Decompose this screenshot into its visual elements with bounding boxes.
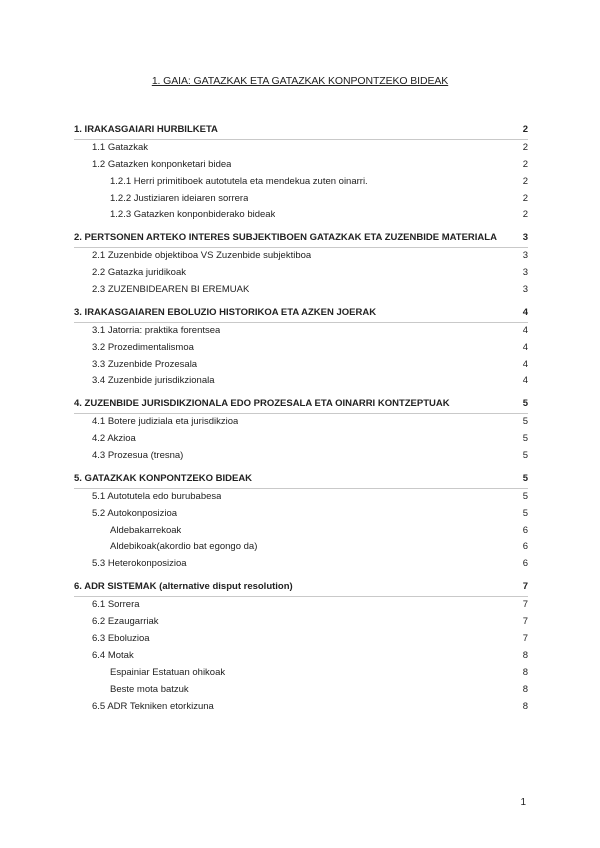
toc-entry-page: 2 (522, 141, 528, 153)
toc-entry-page: 7 (522, 599, 528, 611)
toc-entry[interactable] (74, 431, 528, 448)
toc-entry-page: 4 (522, 375, 528, 387)
toc-entry[interactable] (74, 448, 528, 465)
toc-entry-text: 3.4 Zuzenbide jurisdikzionala (92, 375, 215, 387)
toc-entry[interactable] (74, 699, 528, 716)
toc-entry-text: Aldebakarrekoak (110, 524, 182, 536)
toc-entry[interactable] (74, 597, 528, 614)
toc-entry-page: 5 (522, 416, 528, 428)
toc-entry-text: 4. ZUZENBIDE JURISDIKZIONALA EDO PROZESALA ETA OINARRI KONTZEPTUAK (74, 398, 450, 410)
toc-entry[interactable] (74, 414, 528, 431)
toc-section (74, 230, 528, 299)
toc-entry-text: 4.2 Akzioa (92, 433, 136, 445)
toc-section (74, 305, 528, 390)
toc-heading[interactable] (74, 471, 528, 489)
toc-heading[interactable] (74, 305, 528, 323)
toc-entry-page: 2 (522, 209, 528, 221)
toc-entry[interactable] (74, 614, 528, 631)
toc-entry[interactable] (74, 191, 528, 208)
toc-entry-text: 4.3 Prozesua (tresna) (92, 450, 184, 462)
toc-entry-text: 6.3 Eboluzioa (92, 632, 150, 644)
toc-entry[interactable] (74, 265, 528, 282)
toc-entry-page: 3 (522, 250, 528, 262)
toc-entry[interactable] (74, 506, 528, 523)
toc-entry-text: 1. IRAKASGAIARI HURBILKETA (74, 124, 218, 135)
toc-entry-text: 6.2 Ezaugarriak (92, 616, 159, 628)
toc-entry-text: Aldebikoak(akordio bat egongo da) (110, 541, 258, 553)
toc-entry-text: 2.1 Zuzenbide objektiboa VS Zuzenbide subjektiboa (92, 250, 312, 262)
toc-entry-page: 6 (522, 524, 528, 536)
toc-section (74, 579, 528, 715)
toc-entry-text: 6. ADR SISTEMAK (alternative disput resolution) (74, 581, 293, 593)
toc-entry-text: 3.2 Prozedimentalismoa (92, 341, 194, 353)
toc-entry-text: 3.3 Zuzenbide Prozesala (92, 358, 198, 370)
toc-entry-text: 3.1 Jatorria: praktika forentsea (92, 324, 221, 336)
toc-entry-text: 5.3 Heterokonposizioa (92, 558, 187, 570)
toc-entry-page: 8 (522, 666, 528, 678)
toc-entry[interactable] (74, 140, 528, 157)
toc-entry-text: 1.2.2 Justiziaren ideiaren sorrera (110, 192, 249, 204)
toc-entry-page: 7 (522, 632, 528, 644)
toc-section (74, 396, 528, 465)
toc-entry[interactable] (74, 682, 528, 699)
toc-section (74, 471, 528, 573)
toc-entry-page: 3 (522, 284, 528, 296)
toc-entry-page: 6 (522, 558, 528, 570)
toc-entry-text: Espainiar Estatuan ohikoak (110, 666, 226, 678)
toc-entry-page: 2 (522, 175, 528, 187)
toc-entry-text: 2. PERTSONEN ARTEKO INTERES SUBJEKTIBOEN GATAZKAK ETA ZUZENBIDE MATERIALA (74, 232, 497, 244)
toc-entry-text: 6.1 Sorrera (92, 599, 140, 611)
toc-entry-page: 3 (522, 232, 528, 244)
page-number: 1 (520, 797, 526, 808)
toc-entry-page: 7 (522, 581, 528, 593)
toc-entry[interactable] (74, 323, 528, 340)
toc-entry[interactable] (74, 207, 528, 224)
toc-entry-page: 5 (522, 507, 528, 519)
toc-entry[interactable] (74, 282, 528, 299)
toc-entry[interactable] (74, 157, 528, 174)
toc-entry-page: 8 (522, 700, 528, 712)
toc-entry[interactable] (74, 648, 528, 665)
toc-entry-page: 5 (522, 450, 528, 462)
document-title: 1. GAIA: GATAZKAK ETA GATAZKAK KONPONTZEKO BIDEAK (151, 75, 449, 87)
toc-entry-page: 4 (522, 324, 528, 336)
toc-entry-page: 4 (522, 341, 528, 353)
toc-entry-page: 8 (522, 683, 528, 695)
toc-heading[interactable] (74, 122, 528, 140)
toc-entry-text: 4.1 Botere judiziala eta jurisdikzioa (92, 416, 239, 428)
toc-entry-page: 5 (522, 433, 528, 445)
toc-entry[interactable] (74, 357, 528, 374)
toc-section (74, 122, 528, 224)
toc-entry-text: 6.5 ADR Tekniken etorkizuna (92, 700, 214, 712)
toc-entry-text: 5. GATAZKAK KONPONTZEKO BIDEAK (74, 472, 253, 484)
toc-entry-page: 8 (522, 649, 528, 661)
toc-entry[interactable] (74, 248, 528, 265)
toc-entry[interactable] (74, 539, 528, 556)
toc-entry-page: 2 (522, 158, 528, 170)
toc-heading[interactable] (74, 579, 528, 597)
toc-entry-page: 4 (522, 358, 528, 370)
toc-entry-page: 2 (522, 124, 528, 135)
toc-entry-text: 1.2 Gatazken konponketari bidea (92, 158, 232, 170)
toc-entry-page: 6 (522, 541, 528, 553)
toc-entry-text: 5.1 Autotutela edo burubabesa (92, 490, 222, 502)
toc-entry-page: 5 (522, 398, 528, 410)
toc-entry[interactable] (74, 340, 528, 357)
toc-entry-text: 2.2 Gatazka juridikoak (92, 267, 186, 279)
toc-entry-text: 6.4 Motak (92, 649, 134, 661)
toc-entry-text: 5.2 Autokonposizioa (92, 507, 178, 519)
toc-entry-page: 7 (522, 616, 528, 628)
toc-entry[interactable] (74, 665, 528, 682)
toc-entry-page: 5 (522, 472, 528, 484)
toc-entry-page: 2 (522, 192, 528, 204)
toc-entry-text: Beste mota batzuk (110, 683, 189, 695)
toc-entry-page: 3 (522, 267, 528, 279)
table-of-contents (74, 122, 528, 715)
toc-entry[interactable] (74, 523, 528, 540)
toc-entry-page: 5 (522, 490, 528, 502)
toc-entry-text: 1.2.3 Gatazken konponbiderako bideak (110, 209, 276, 221)
toc-entry[interactable] (74, 373, 528, 390)
toc-entry-text: 1.1 Gatazkak (92, 141, 148, 153)
toc-entry[interactable] (74, 631, 528, 648)
toc-entry[interactable] (74, 174, 528, 191)
toc-entry[interactable] (74, 556, 528, 573)
toc-entry-page: 4 (522, 306, 528, 318)
toc-entry-text: 2.3 ZUZENBIDEAREN BI EREMUAK (92, 284, 250, 296)
toc-entry[interactable] (74, 489, 528, 506)
toc-heading[interactable] (74, 230, 528, 248)
toc-entry-text: 1.2.1 Herri primitiboek autotutela eta mendekua zuten oinarri. (110, 175, 368, 187)
toc-heading[interactable] (74, 396, 528, 414)
toc-entry-text: 3. IRAKASGAIAREN EBOLUZIO HISTORIKOA ETA AZKEN JOERAK (74, 306, 377, 318)
